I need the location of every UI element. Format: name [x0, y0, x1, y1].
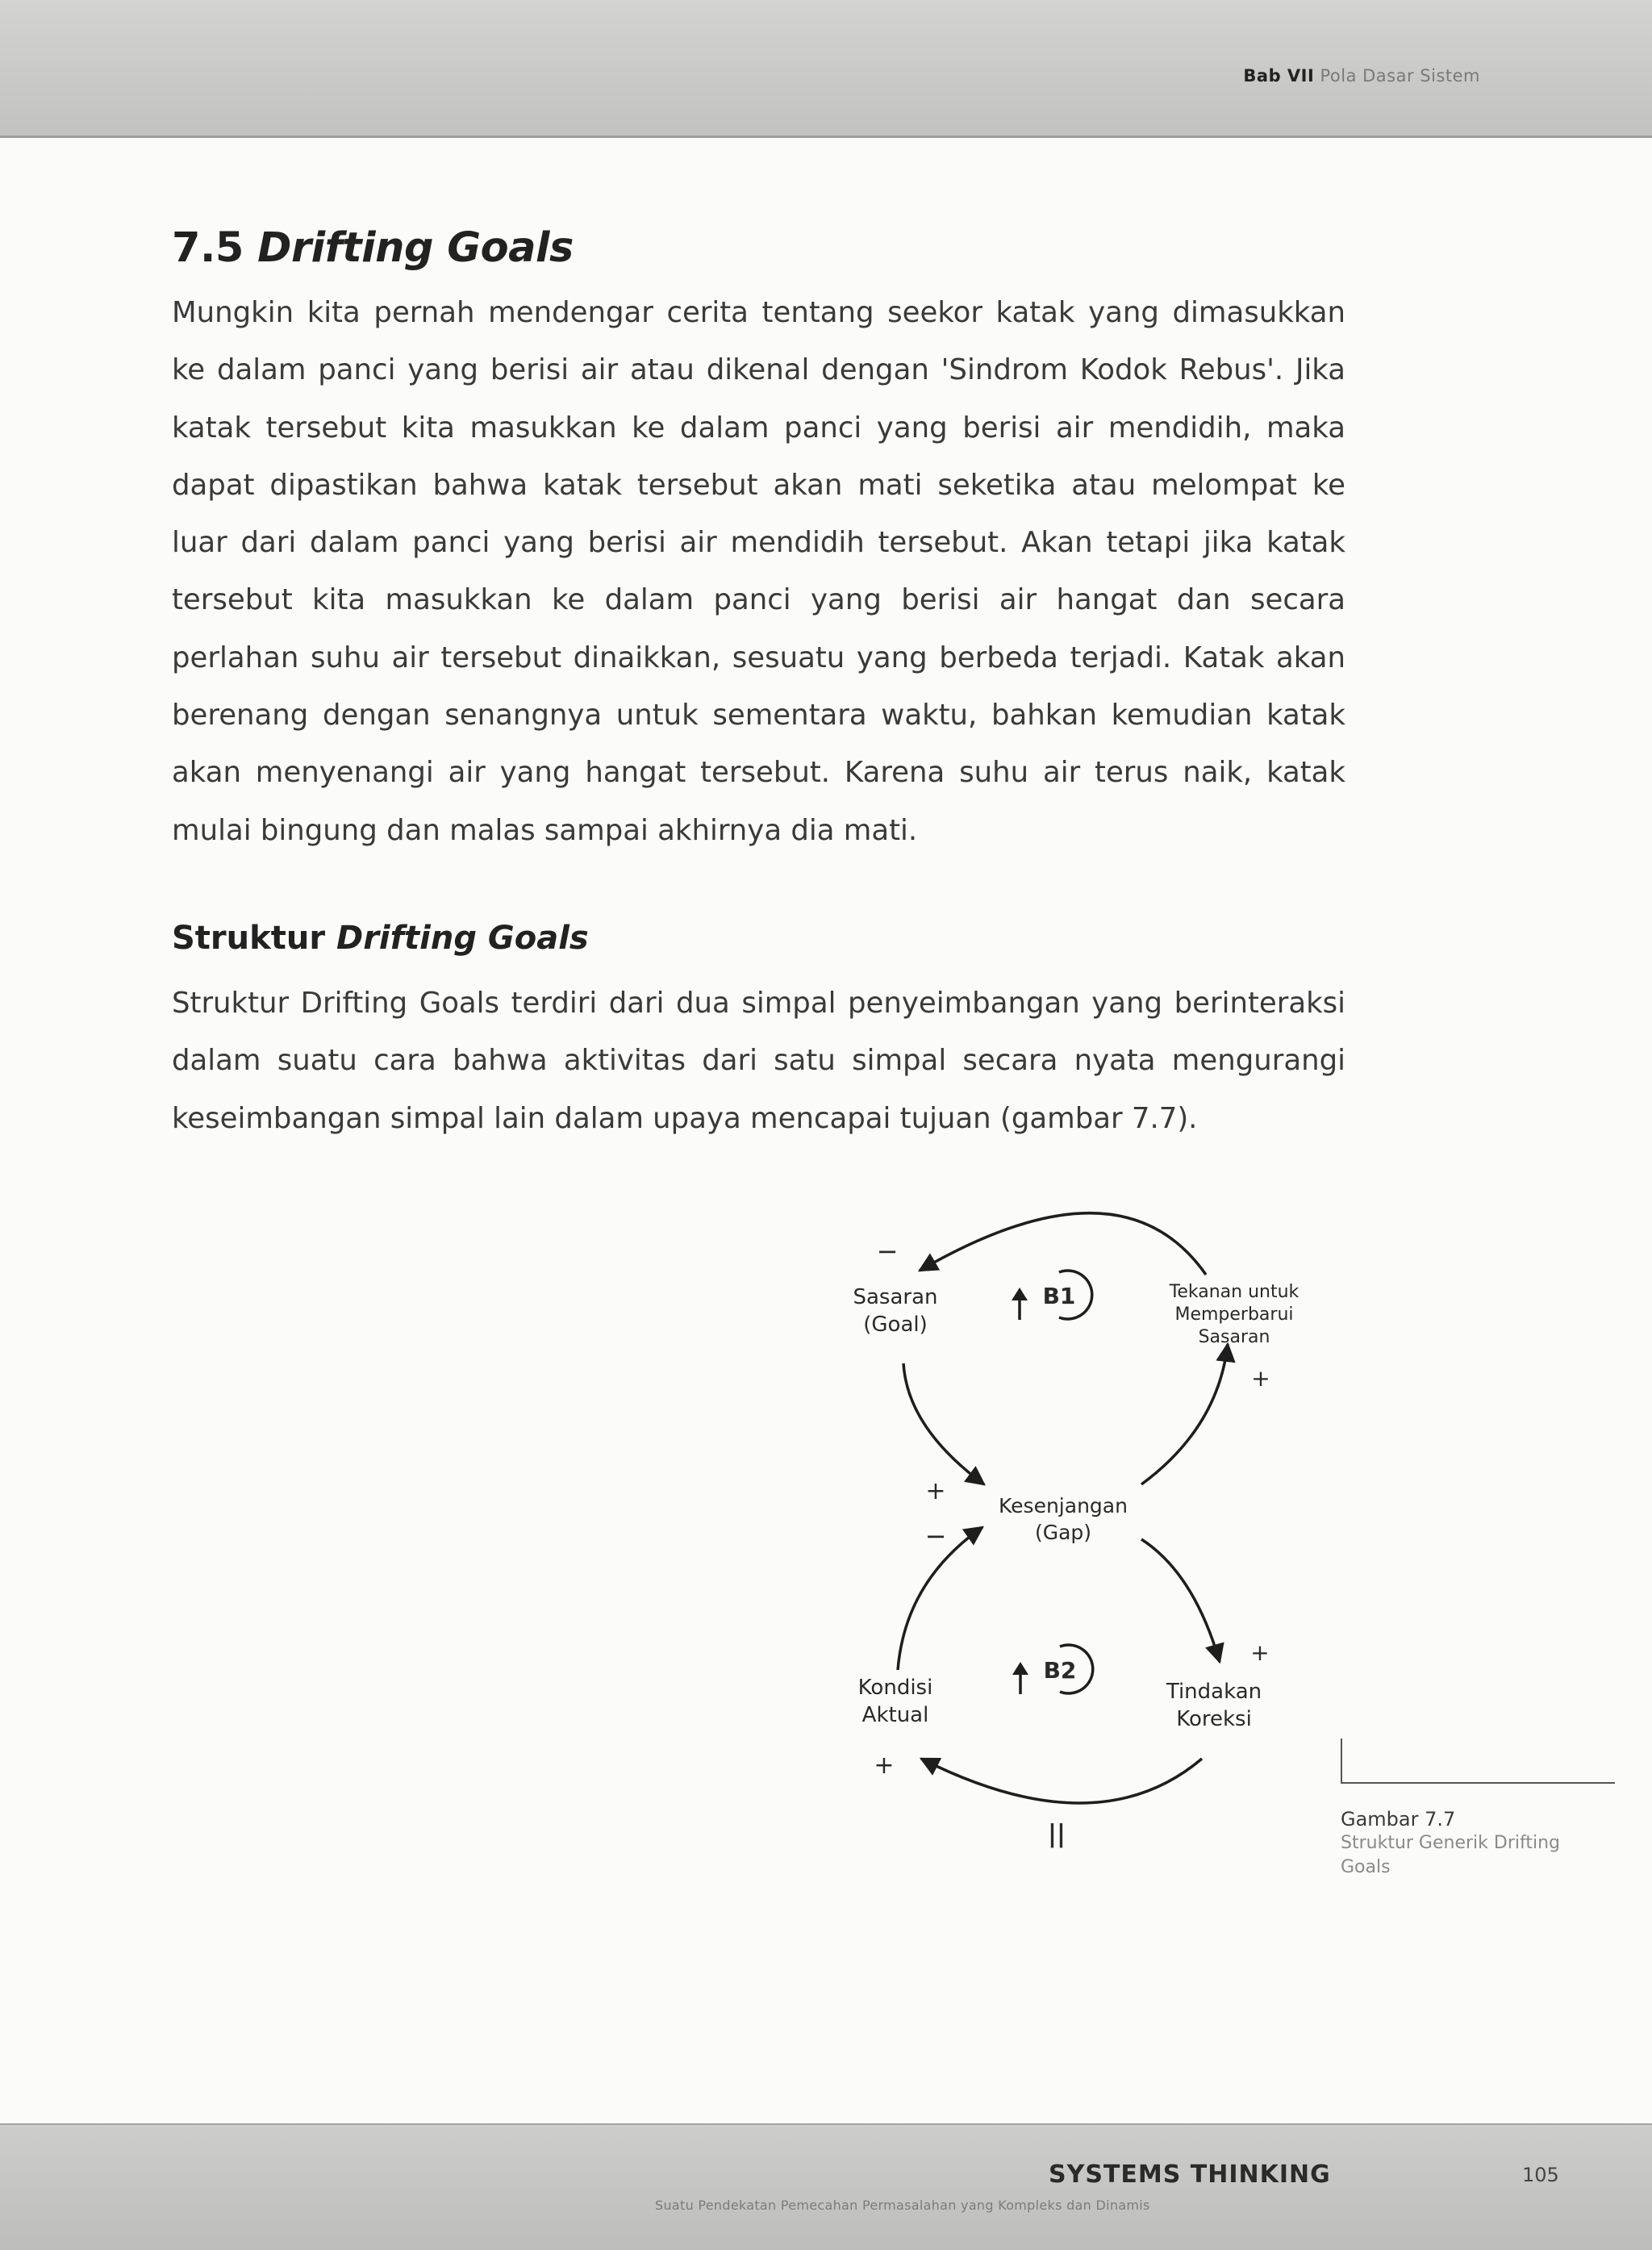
node-gap-label-1: Kesenjangan — [999, 1494, 1128, 1517]
loop-b2-marker — [1012, 1645, 1093, 1694]
caption-rule-vertical — [1341, 1739, 1342, 1783]
page-number: 105 — [1522, 2164, 1559, 2186]
node-pressure-label-2: Memperbarui — [1174, 1304, 1294, 1325]
subsection-title-italic: Drifting Goals — [336, 920, 589, 957]
intro-paragraph: Mungkin kita pernah mendengar cerita tentang seekor katak yang dimasukkan ke dalam panci yang berisi air atau dikenal dengan 'Sindrom Kodok Rebus'. Jika katak tersebut kita masukkan ke dalam panci yang berisi air mendidih, maka dapat dipastikan bahwa katak tersebut akan mati seketika atau melompat ke luar dari dalam panci yang berisi air mendidih tersebut. Akan tetapi jika katak tersebut kita masukkan ke dalam panci yang berisi air hangat dan secara perlahan suhu air tersebut dinaikkan, sesuatu yang berbeda terjadi. Katak akan berenang dengan senangnya untuk sementara waktu, bahkan kemudian katak akan menyenangi air yang hangat tersebut. Karena suhu air terus naik, katak mulai bingung dan malas sampai akhirnya dia mati. — [172, 296, 1345, 847]
loop-b2-label: B2 — [1043, 1657, 1077, 1684]
subsection-title — [172, 920, 589, 957]
node-actual-label-1: Kondisi — [857, 1676, 933, 1700]
node-action-label-1: Tindakan — [1166, 1680, 1262, 1704]
node-gap-label-2: (Gap) — [1034, 1521, 1092, 1544]
footer-subtitle: Suatu Pendekatan Pemecahan Permasalahan yang Kompleks dan Dinamis — [655, 2198, 1150, 2213]
arc-goal-to-gap — [903, 1363, 984, 1484]
chapter-label: Bab VII — [1243, 66, 1315, 86]
running-header — [1243, 66, 1480, 86]
section-title-text: Drifting Goals — [257, 224, 574, 272]
arc-gap-to-action — [1141, 1539, 1220, 1662]
delay-mark: || — [1048, 1820, 1066, 1848]
arc-gap-to-pressure — [1141, 1344, 1228, 1484]
section-title — [172, 224, 574, 272]
polarity-goal: − — [876, 1236, 899, 1267]
polarity-gap-b2: − — [924, 1521, 947, 1551]
footer-band — [0, 2123, 1652, 2250]
subsection-title-prefix: Struktur — [172, 920, 326, 957]
node-actual-label-2: Aktual — [861, 1703, 929, 1727]
polarity-actual: + — [874, 1751, 895, 1780]
arc-action-to-actual — [921, 1759, 1202, 1803]
loop-b1-marker — [1012, 1271, 1092, 1320]
node-action-label-2: Koreksi — [1176, 1707, 1252, 1731]
node-pressure-label-3: Sasaran — [1198, 1327, 1270, 1347]
polarity-action: + — [1250, 1639, 1270, 1666]
chapter-title: Pola Dasar Sistem — [1320, 66, 1480, 86]
caption-rule-horizontal — [1341, 1782, 1615, 1784]
loop-b1-label: B1 — [1042, 1283, 1076, 1309]
node-pressure-label-1: Tekanan untuk — [1169, 1282, 1299, 1302]
footer-book-title: SYSTEMS THINKING — [1049, 2160, 1331, 2189]
causal-loop-diagram — [839, 1162, 1371, 1872]
polarity-gap-in: + — [925, 1477, 946, 1505]
node-goal-label-1: Sasaran — [853, 1285, 938, 1309]
caption-text: Struktur Generik Drifting Goals — [1341, 1833, 1560, 1877]
structure-paragraph: Struktur Drifting Goals terdiri dari dua simpal penyeimbangan yang berinteraksi dalam suatu cara bahwa aktivitas dari satu simpal secara nyata mengurangi keseimbangan simpal lain dalam upaya mencapai tujuan (gambar 7.7). — [172, 987, 1345, 1135]
figure-caption — [1341, 1807, 1607, 1880]
polarity-pressure: + — [1251, 1365, 1270, 1392]
node-goal-label-2: (Goal) — [863, 1313, 928, 1337]
caption-label: Gambar 7.7 — [1341, 1808, 1456, 1830]
arc-pressure-to-goal — [920, 1213, 1206, 1275]
section-number: 7.5 — [172, 224, 244, 272]
